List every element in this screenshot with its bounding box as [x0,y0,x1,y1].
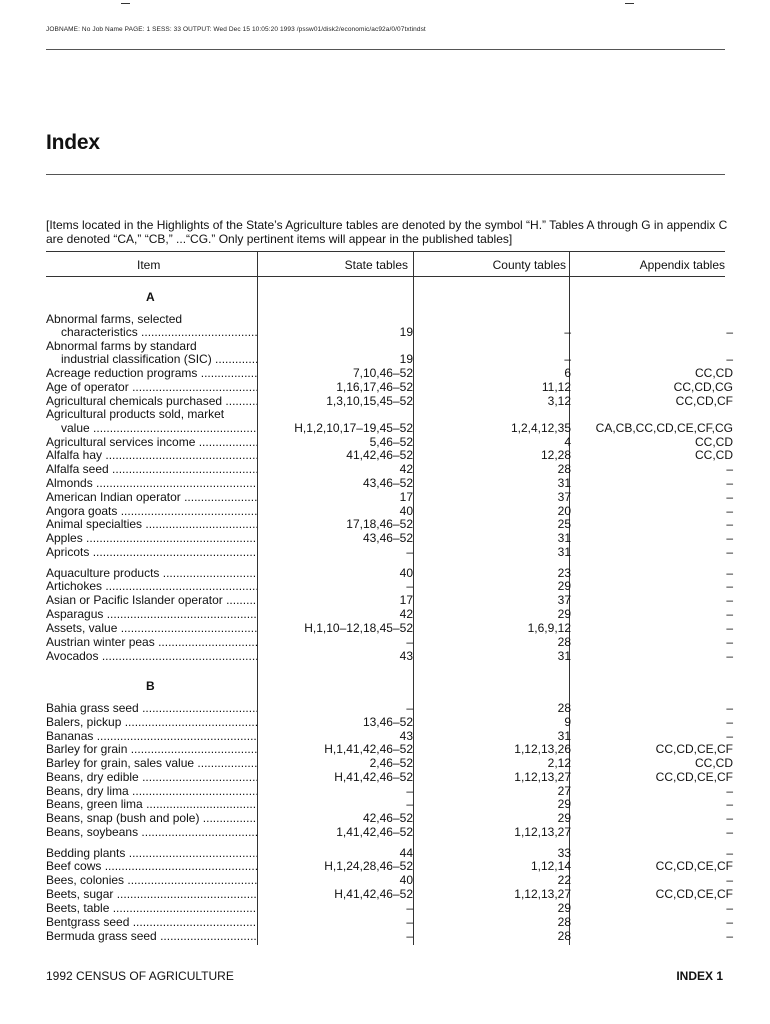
appendix-tables-cell: CC,CD [695,448,733,462]
index-item: Abnormal farms by standard [46,339,197,353]
state-tables-cell: H,1,10–12,18,45–52 [304,621,413,635]
index-row [0,825,770,839]
index-row [0,448,770,462]
county-tables-cell: 29 [557,901,571,915]
county-tables-cell: 22 [557,873,571,887]
column-header-state: State tables [344,258,408,272]
state-tables-cell: 43 [399,649,413,663]
appendix-tables-cell: – [726,504,733,518]
appendix-tables-cell: – [726,901,733,915]
table-header-rule [46,276,725,277]
index-row [0,859,770,873]
state-tables-cell: 42 [399,607,413,621]
county-tables-cell: 1,6,9,12 [527,621,571,635]
appendix-tables-cell: – [726,873,733,887]
index-row [0,407,770,421]
index-row [0,797,770,811]
index-row [0,915,770,929]
state-tables-cell: H,1,41,42,46–52 [324,742,413,756]
county-tables-cell: 29 [557,579,571,593]
index-item: American Indian operator ..... [46,490,257,504]
index-row [0,380,770,394]
index-item: Bees, colonies ..... [46,873,257,887]
county-tables-cell: 37 [557,490,571,504]
job-header-line: JOBNAME: No Job Name PAGE: 1 SESS: 33 OUTPUT: Wed Dec 15 10:05:20 1993 /pssw01/disk2/economic/ac92a/0/07txtindst [46,26,426,33]
index-item: Bahia grass seed ..... [46,701,257,715]
appendix-tables-cell: CC,CD,CE,CF [655,887,733,901]
state-tables-cell: 44 [399,846,413,860]
appendix-tables-cell: – [726,517,733,531]
header-rule [46,49,725,50]
appendix-tables-cell: – [726,325,733,339]
index-row [0,435,770,449]
state-tables-cell: H,1,24,28,46–52 [324,859,413,873]
state-tables-cell: 43,46–52 [362,476,413,490]
state-tables-cell: 41,42,46–52 [346,448,413,462]
appendix-tables-cell: – [726,797,733,811]
appendix-tables-cell: CC,CD [695,366,733,380]
appendix-tables-cell: – [726,545,733,559]
footer-page-label: INDEX 1 [676,969,723,983]
index-item: Aquaculture products ..... [46,566,257,580]
index-row [0,649,770,663]
appendix-tables-cell: – [726,607,733,621]
county-tables-cell: 2,12 [547,756,571,770]
index-item: Bermuda grass seed ..... [46,929,257,943]
county-tables-cell: – [564,352,571,366]
index-row [0,770,770,784]
index-row [0,566,770,580]
index-item: Artichokes ..... [46,579,257,593]
state-tables-cell: H,41,42,46–52 [334,770,413,784]
county-tables-cell: 4 [564,435,571,449]
appendix-tables-cell: – [726,593,733,607]
index-row [0,715,770,729]
index-row [0,476,770,490]
county-tables-cell: 31 [557,531,571,545]
appendix-tables-cell: – [726,915,733,929]
state-tables-cell: H,41,42,46–52 [334,887,413,901]
index-item: Almonds ..... [46,476,257,490]
appendix-tables-cell: – [726,846,733,860]
index-item: Bananas ..... [46,729,257,743]
state-tables-cell: – [406,797,413,811]
page-title: Index [46,131,100,154]
appendix-tables-cell: – [726,784,733,798]
appendix-tables-cell: CA,CB,CC,CD,CE,CF,CG [595,421,733,435]
index-row [0,352,770,366]
county-tables-cell: 28 [557,701,571,715]
index-item: characteristics ..... [61,325,257,339]
crop-mark-left [121,3,130,4]
index-item: value ..... [61,421,257,435]
index-row [0,929,770,943]
county-tables-cell: 1,12,13,27 [514,887,571,901]
state-tables-cell: 2,46–52 [369,756,413,770]
county-tables-cell: 31 [557,476,571,490]
state-tables-cell: 40 [399,873,413,887]
appendix-tables-cell: – [726,462,733,476]
index-item: Avocados ..... [46,649,257,663]
index-item: Asparagus ..... [46,607,257,621]
index-item: Bedding plants ..... [46,846,257,860]
state-tables-cell: 42,46–52 [362,811,413,825]
state-tables-cell: 40 [399,504,413,518]
county-tables-cell: 6 [564,366,571,380]
county-tables-cell: – [564,325,571,339]
index-row [0,394,770,408]
appendix-tables-cell: – [726,701,733,715]
column-header-item: Item [137,258,161,272]
index-item: Age of operator ..... [46,380,257,394]
index-item: Beans, snap (bush and pole) ..... [46,811,257,825]
index-item: Animal specialties ..... [46,517,257,531]
county-tables-cell: 3,12 [547,394,571,408]
index-item: Beets, sugar ..... [46,887,257,901]
index-item: Barley for grain ..... [46,742,257,756]
title-rule [46,174,725,175]
index-row [0,701,770,715]
appendix-tables-cell: CC,CD [695,435,733,449]
index-row [0,325,770,339]
index-row [0,366,770,380]
index-row [0,756,770,770]
index-row [0,312,770,326]
state-tables-cell: 19 [399,325,413,339]
state-tables-cell: – [406,545,413,559]
state-tables-cell: – [406,784,413,798]
county-tables-cell: 20 [557,504,571,518]
appendix-tables-cell: – [726,929,733,943]
appendix-tables-cell: – [726,566,733,580]
county-tables-cell: 28 [557,462,571,476]
county-tables-cell: 11,12 [541,380,571,394]
state-tables-cell: 19 [399,352,413,366]
county-tables-cell: 1,12,13,27 [514,770,571,784]
index-item: Apricots ..... [46,545,257,559]
appendix-tables-cell: – [726,579,733,593]
index-item: Acreage reduction programs ..... [46,366,257,380]
state-tables-cell: 17,18,46–52 [346,517,413,531]
index-item: Apples ..... [46,531,257,545]
appendix-tables-cell: CC,CD,CG [673,380,733,394]
index-row [0,339,770,353]
state-tables-cell: 1,16,17,46–52 [336,380,413,394]
index-item: Alfalfa hay ..... [46,448,257,462]
state-tables-cell: – [406,579,413,593]
index-item: Agricultural services income ..... [46,435,257,449]
appendix-tables-cell: CC,CD,CE,CF [655,742,733,756]
county-tables-cell: 27 [557,784,571,798]
index-note: [Items located in the Highlights of the State’s Agriculture tables are denoted by the symbol “H.” Tables A through G in appendix C are denoted “CA,” “CB,” ...“CG.” Only pertinent items will appear in the published tables] [46,218,728,246]
state-tables-cell: 1,3,10,15,45–52 [326,394,413,408]
state-tables-cell: 7,10,46–52 [352,366,413,380]
county-tables-cell: 23 [557,566,571,580]
county-tables-cell: 31 [557,545,571,559]
county-tables-cell: 25 [557,517,571,531]
state-tables-cell: 1,41,42,46–52 [336,825,413,839]
appendix-tables-cell: – [726,531,733,545]
state-tables-cell: – [406,915,413,929]
appendix-tables-cell: – [726,490,733,504]
county-tables-cell: 29 [557,797,571,811]
county-tables-cell: 12,28 [540,448,571,462]
county-tables-cell: 29 [557,607,571,621]
index-row [0,729,770,743]
index-item: Abnormal farms, selected [46,312,183,326]
state-tables-cell: 5,46–52 [369,435,413,449]
index-row [0,593,770,607]
index-row [0,462,770,476]
state-tables-cell: 17 [399,490,413,504]
state-tables-cell: – [406,635,413,649]
index-row [0,607,770,621]
index-item: Agricultural chemicals purchased ..... [46,394,257,408]
index-row [0,846,770,860]
appendix-tables-cell: – [726,476,733,490]
state-tables-cell: 43,46–52 [362,531,413,545]
appendix-tables-cell: – [726,621,733,635]
index-item: Beets, table ..... [46,901,257,915]
appendix-tables-cell: – [726,635,733,649]
state-tables-cell: 17 [399,593,413,607]
index-row [0,545,770,559]
state-tables-cell: – [406,701,413,715]
index-row [0,742,770,756]
index-item: Balers, pickup ..... [46,715,257,729]
county-tables-cell: 1,2,4,12,35 [510,421,571,435]
appendix-tables-cell: CC,CD [695,756,733,770]
state-tables-cell: – [406,901,413,915]
appendix-tables-cell: – [726,811,733,825]
footer-publication: 1992 CENSUS OF AGRICULTURE [46,969,234,983]
index-row [0,421,770,435]
state-tables-cell: – [406,929,413,943]
index-item: Angora goats ..... [46,504,257,518]
county-tables-cell: 31 [557,729,571,743]
index-row [0,811,770,825]
index-item: Austrian winter peas ..... [46,635,257,649]
county-tables-cell: 28 [557,915,571,929]
index-item: Beans, dry lima ..... [46,784,257,798]
crop-mark-right [625,3,634,4]
index-row [0,531,770,545]
appendix-tables-cell: – [726,715,733,729]
index-item: Beans, dry edible ..... [46,770,257,784]
state-tables-cell: 42 [399,462,413,476]
county-tables-cell: 31 [557,649,571,663]
appendix-tables-cell: – [726,649,733,663]
appendix-tables-cell: CC,CD,CE,CF [655,770,733,784]
index-item: Asian or Pacific Islander operator ..... [46,593,257,607]
index-item: Beans, green lima ..... [46,797,257,811]
index-row [0,887,770,901]
index-item: Beans, soybeans ..... [46,825,257,839]
section-letter-a: A [146,290,155,304]
appendix-tables-cell: CC,CD,CE,CF [655,859,733,873]
state-tables-cell: H,1,2,10,17–19,45–52 [294,421,413,435]
appendix-tables-cell: – [726,825,733,839]
county-tables-cell: 33 [557,846,571,860]
county-tables-cell: 28 [557,635,571,649]
index-row [0,901,770,915]
index-row [0,517,770,531]
column-header-appendix: Appendix tables [639,258,725,272]
appendix-tables-cell: – [726,729,733,743]
index-row [0,635,770,649]
index-item: Bentgrass seed ..... [46,915,257,929]
county-tables-cell: 1,12,13,26 [514,742,571,756]
index-row [0,784,770,798]
index-row [0,504,770,518]
section-letter-b: B [146,679,155,693]
county-tables-cell: 37 [557,593,571,607]
county-tables-cell: 29 [557,811,571,825]
county-tables-cell: 1,12,13,27 [514,825,571,839]
index-item: Beef cows ..... [46,859,257,873]
column-header-county: County tables [492,258,566,272]
state-tables-cell: 43 [399,729,413,743]
index-row [0,579,770,593]
state-tables-cell: 40 [399,566,413,580]
county-tables-cell: 1,12,14 [530,859,571,873]
index-item: Assets, value ..... [46,621,257,635]
county-tables-cell: 9 [564,715,571,729]
appendix-tables-cell: CC,CD,CF [675,394,733,408]
index-item: industrial classification (SIC) ..... [61,352,257,366]
index-row [0,490,770,504]
county-tables-cell: 28 [557,929,571,943]
appendix-tables-cell: – [726,352,733,366]
table-top-rule [46,251,725,252]
index-item: Agricultural products sold, market [46,407,225,421]
index-row [0,873,770,887]
index-item: Alfalfa seed ..... [46,462,257,476]
index-item: Barley for grain, sales value ..... [46,756,257,770]
state-tables-cell: 13,46–52 [362,715,413,729]
index-row [0,621,770,635]
